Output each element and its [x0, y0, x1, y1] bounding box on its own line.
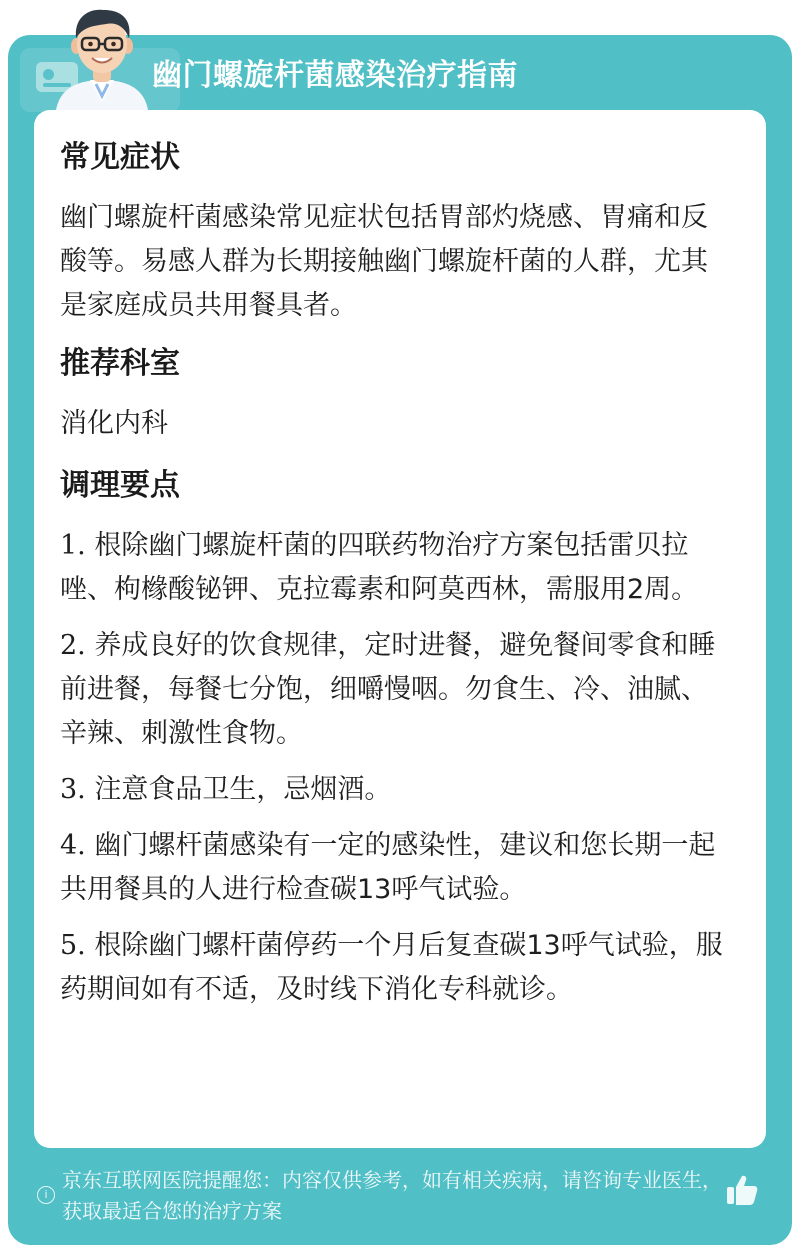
care-item-text: 注意食品卫生，忌烟酒。	[85, 774, 392, 805]
care-item-text: 幽门螺杆菌感染有一定的感染性，建议和您长期一起共用餐具的人进行检查碳13呼气试验。	[60, 830, 716, 905]
care-item	[60, 824, 730, 912]
symptoms-text: 幽门螺旋杆菌感染常见症状包括胃部灼烧感、胃痛和反酸等。易感人群为长期接触幽门螺旋杆菌的人群，尤其是家庭成员共用餐具者。	[60, 202, 708, 321]
care-item-number: 4.	[60, 830, 86, 861]
care-item-text: 根除幽门螺旋杆菌的四联药物治疗方案包括雷贝拉唑、枸橼酸铋钾、克拉霉素和阿莫西林，需服用2周。	[60, 530, 699, 605]
care-item-text: 根除幽门螺杆菌停药一个月后复查碳13呼气试验，服药期间如有不适，及时线下消化专科就诊。	[60, 930, 723, 1005]
care-item-number: 5.	[60, 930, 86, 961]
care-item-number: 2.	[60, 630, 86, 661]
department-heading: 推荐科室	[60, 346, 180, 381]
symptoms-heading: 常见症状	[60, 140, 180, 175]
care-item	[60, 924, 730, 1012]
care-item	[60, 624, 730, 756]
doctor-avatar-icon	[46, 4, 158, 110]
content-card	[34, 110, 766, 1148]
care-item	[60, 524, 730, 612]
care-item-text: 养成良好的饮食规律，定时进餐，避免餐间零食和睡前进餐，每餐七分饱，细嚼慢咽。勿食生、冷、油腻、辛辣、刺激性食物。	[60, 630, 716, 749]
care-item-number: 3.	[60, 774, 86, 805]
department-text: 消化内科	[60, 408, 168, 439]
page-title: 幽门螺旋杆菌感染治疗指南	[152, 58, 518, 93]
care-item-number: 1.	[60, 530, 86, 561]
disclaimer-text: 京东互联网医院提醒您：内容仅供参考，如有相关疾病，请咨询专业医生，获取最适合您的治疗方案	[62, 1168, 722, 1223]
care-item	[60, 768, 730, 812]
info-icon: i	[37, 1186, 55, 1204]
thumbs-up-icon[interactable]	[724, 1172, 760, 1208]
care-heading: 调理要点	[60, 468, 180, 503]
content-body	[60, 136, 730, 1024]
